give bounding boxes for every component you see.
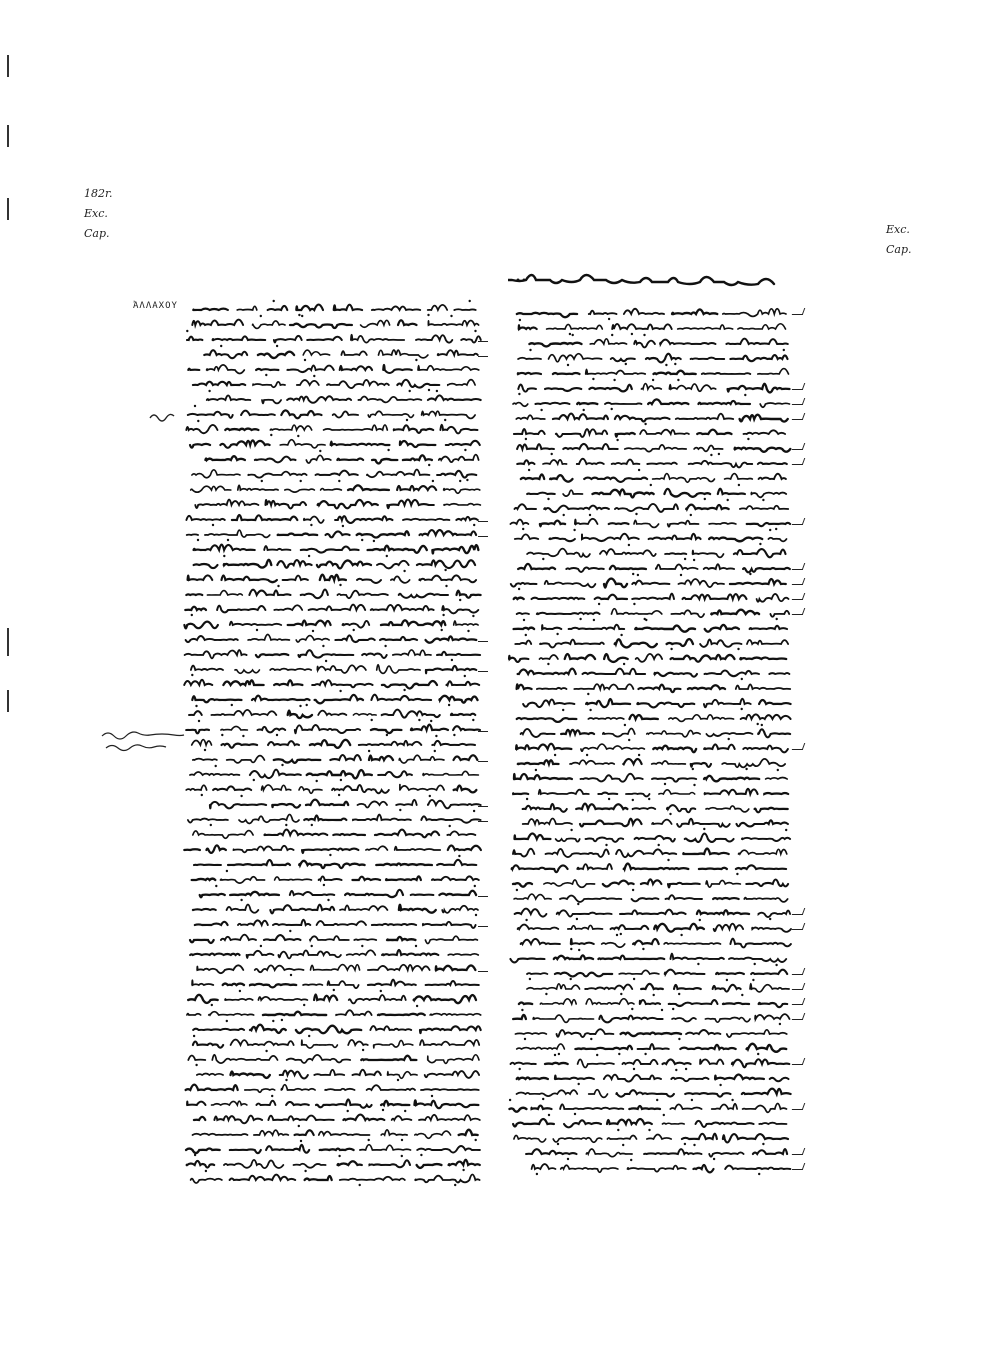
script-line bbox=[186, 1140, 480, 1156]
script-line bbox=[200, 885, 476, 901]
script-line bbox=[191, 660, 476, 676]
script-line bbox=[210, 795, 481, 811]
script-line bbox=[515, 529, 787, 545]
script-line bbox=[186, 420, 477, 436]
script-line bbox=[188, 405, 475, 421]
script-line bbox=[188, 365, 479, 376]
script-line bbox=[517, 309, 786, 320]
script-line bbox=[523, 699, 791, 711]
script-line bbox=[190, 930, 477, 944]
script-line bbox=[523, 819, 788, 831]
script-line bbox=[204, 345, 478, 361]
line-marker bbox=[478, 636, 488, 642]
script-line bbox=[514, 619, 787, 635]
script-line bbox=[187, 1095, 478, 1111]
script-line bbox=[186, 330, 481, 343]
script-line bbox=[513, 784, 788, 800]
script-line bbox=[188, 1050, 479, 1066]
script-line bbox=[517, 1069, 789, 1085]
script-line bbox=[186, 630, 477, 643]
script-line bbox=[205, 450, 478, 466]
left-margin-note bbox=[84, 186, 113, 241]
script-line bbox=[194, 855, 476, 868]
script-line bbox=[187, 525, 476, 541]
script-line bbox=[517, 709, 791, 725]
script-line bbox=[191, 1170, 480, 1186]
script-line bbox=[192, 735, 475, 751]
script-line bbox=[195, 920, 476, 928]
script-line bbox=[518, 349, 787, 365]
script-line bbox=[186, 1085, 479, 1093]
script-line bbox=[515, 909, 791, 921]
script-line bbox=[193, 1125, 478, 1141]
script-line bbox=[512, 859, 786, 875]
right-column-script bbox=[505, 300, 805, 1185]
script-line bbox=[521, 934, 791, 950]
line-marker bbox=[478, 891, 488, 897]
note-line: Cap. bbox=[84, 227, 110, 240]
script-line bbox=[189, 705, 475, 721]
marginal-scribble bbox=[100, 728, 192, 752]
script-line bbox=[526, 1144, 787, 1160]
script-line bbox=[532, 1159, 791, 1175]
script-line bbox=[509, 654, 786, 665]
script-line bbox=[187, 1005, 481, 1021]
script-line bbox=[188, 810, 481, 826]
script-line bbox=[186, 585, 480, 601]
script-line bbox=[517, 1044, 787, 1055]
script-line bbox=[513, 1114, 786, 1128]
script-line bbox=[186, 780, 476, 796]
script-line bbox=[514, 1129, 788, 1145]
script-line bbox=[188, 570, 477, 586]
script-line bbox=[510, 514, 790, 530]
script-line bbox=[185, 605, 478, 617]
script-line bbox=[518, 379, 789, 395]
script-line bbox=[513, 879, 788, 887]
script-line bbox=[190, 765, 479, 781]
script-line bbox=[192, 470, 476, 482]
margin-mark bbox=[7, 198, 9, 220]
script-line bbox=[523, 799, 788, 815]
script-line bbox=[190, 945, 478, 959]
margin-mark bbox=[7, 55, 9, 77]
script-line bbox=[186, 515, 477, 526]
script-line bbox=[527, 544, 785, 560]
script-line bbox=[513, 394, 790, 410]
margin-mark bbox=[7, 690, 9, 712]
script-line bbox=[185, 645, 481, 661]
line-marker bbox=[478, 531, 488, 537]
script-line bbox=[193, 905, 478, 917]
line-marker bbox=[478, 666, 488, 672]
line-marker bbox=[478, 726, 488, 732]
script-line bbox=[513, 844, 787, 857]
script-line bbox=[192, 315, 478, 329]
script-line bbox=[193, 750, 478, 766]
script-line bbox=[195, 500, 480, 509]
line-marker bbox=[478, 336, 488, 342]
line-marker bbox=[478, 756, 488, 762]
script-line bbox=[516, 739, 788, 753]
marginal-annotation bbox=[133, 301, 178, 311]
margin-mark bbox=[7, 628, 9, 656]
right-text-column bbox=[505, 300, 805, 1185]
script-line bbox=[513, 1009, 789, 1025]
script-line bbox=[517, 609, 790, 620]
script-line bbox=[514, 429, 785, 440]
right-margin-note bbox=[886, 220, 912, 260]
script-line bbox=[514, 769, 787, 785]
script-line bbox=[193, 1035, 479, 1051]
script-line bbox=[192, 980, 479, 992]
script-line bbox=[517, 1084, 791, 1100]
left-column-script bbox=[180, 296, 492, 1186]
script-line bbox=[194, 555, 476, 571]
script-line bbox=[186, 720, 480, 736]
folio-number: 182r. bbox=[84, 187, 113, 200]
script-line bbox=[518, 919, 791, 935]
script-line bbox=[192, 870, 479, 886]
script-line bbox=[207, 390, 481, 404]
script-line bbox=[527, 979, 789, 995]
script-line bbox=[515, 1029, 786, 1040]
script-line bbox=[527, 964, 787, 980]
script-line bbox=[518, 559, 790, 575]
script-line bbox=[527, 484, 786, 500]
line-marker bbox=[478, 351, 488, 357]
script-line bbox=[511, 574, 786, 590]
script-line bbox=[511, 1054, 790, 1070]
note-line: Exc. bbox=[886, 223, 910, 236]
script-line bbox=[184, 845, 481, 856]
script-line bbox=[518, 754, 785, 770]
script-line bbox=[510, 949, 786, 965]
left-text-column bbox=[180, 296, 492, 1186]
script-line bbox=[519, 319, 786, 335]
script-line bbox=[184, 675, 479, 691]
script-line bbox=[518, 364, 789, 380]
script-line bbox=[197, 1070, 479, 1081]
note-line: Cap. bbox=[886, 243, 912, 256]
script-line bbox=[514, 889, 788, 905]
line-marker bbox=[478, 516, 488, 522]
marginal-scribble bbox=[148, 410, 180, 422]
script-line bbox=[193, 300, 476, 316]
script-line bbox=[514, 594, 789, 606]
line-marker bbox=[478, 966, 488, 972]
script-line bbox=[515, 499, 789, 515]
script-line bbox=[521, 724, 791, 740]
line-marker bbox=[478, 801, 488, 807]
script-line bbox=[518, 669, 790, 681]
script-line bbox=[184, 615, 478, 631]
script-line bbox=[516, 409, 787, 425]
line-marker bbox=[478, 921, 488, 927]
script-line bbox=[193, 825, 476, 839]
margin-mark bbox=[7, 125, 9, 147]
script-line bbox=[521, 469, 786, 482]
script-line bbox=[191, 480, 480, 494]
script-line bbox=[509, 1099, 787, 1115]
script-line bbox=[194, 1110, 480, 1124]
line-marker bbox=[478, 816, 488, 822]
script-line bbox=[194, 540, 479, 554]
section-header bbox=[508, 266, 778, 296]
script-line bbox=[190, 435, 480, 451]
script-line bbox=[529, 334, 787, 348]
script-line bbox=[193, 375, 475, 391]
script-line bbox=[188, 990, 476, 1006]
script-line bbox=[517, 439, 790, 455]
script-line bbox=[517, 454, 787, 468]
script-line bbox=[193, 1020, 481, 1033]
script-line bbox=[515, 634, 788, 650]
script-line bbox=[192, 690, 477, 706]
script-line bbox=[517, 684, 791, 695]
script-line bbox=[519, 994, 787, 1010]
note-line: Exc. bbox=[84, 207, 108, 220]
script-line bbox=[187, 1155, 480, 1171]
marginal-annotation-text: ἈΛΛΑΧΟΥ bbox=[133, 301, 178, 311]
script-line bbox=[197, 965, 475, 977]
script-line bbox=[515, 829, 791, 842]
